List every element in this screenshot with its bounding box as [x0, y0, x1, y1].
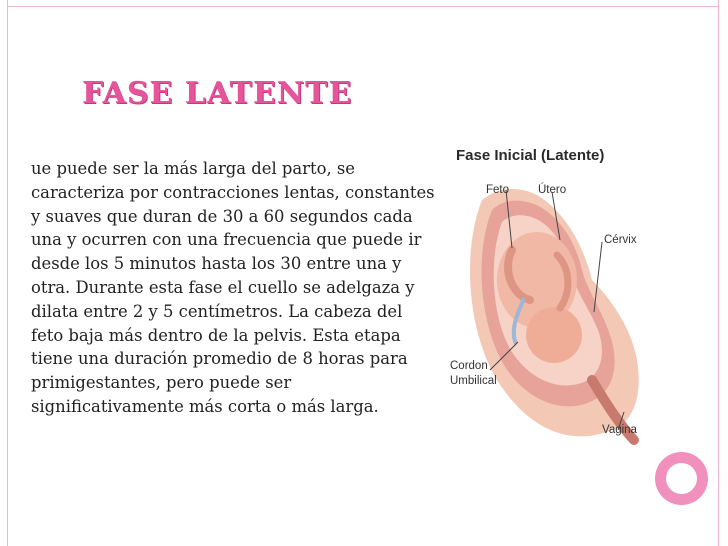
decorative-ring — [655, 452, 708, 505]
frame-line-left — [7, 0, 8, 546]
label-cervix: Cérvix — [604, 234, 637, 246]
label-umbilical: Umbilical — [450, 375, 497, 387]
figure-title: Fase Inicial (Latente) — [456, 147, 605, 164]
decorative-ring-center — [666, 463, 697, 494]
slide-body-text: ue puede ser la más larga del parto, se caracteriza por contracciones lentas, constantes y suaves que duran de 30 a 60 segundos cada una y ocurren con una frecuencia que puede ir desde los 5 minutos hasta los 30 entre una y otra. Durante esta fase el cuello se adelgaza y dilata entre 2 y 5 centímetros. La cabeza del feto baja más dentro de la pelvis. Esta etapa tiene una duración promedio de 8 horas para primigestantes, pero puede ser significativamente más corta o más larga. — [31, 159, 435, 416]
label-cordon: Cordon — [450, 360, 488, 372]
label-utero: Útero — [538, 184, 567, 196]
pregnancy-illustration — [442, 130, 642, 460]
uterus-fetus-drawing — [442, 130, 642, 460]
frame-line-right — [718, 0, 719, 546]
label-feto: Feto — [486, 184, 510, 196]
slide-title: FASE LATENTE — [82, 76, 353, 111]
frame-line-top — [7, 6, 719, 7]
label-vagina: Vagina — [602, 424, 637, 436]
